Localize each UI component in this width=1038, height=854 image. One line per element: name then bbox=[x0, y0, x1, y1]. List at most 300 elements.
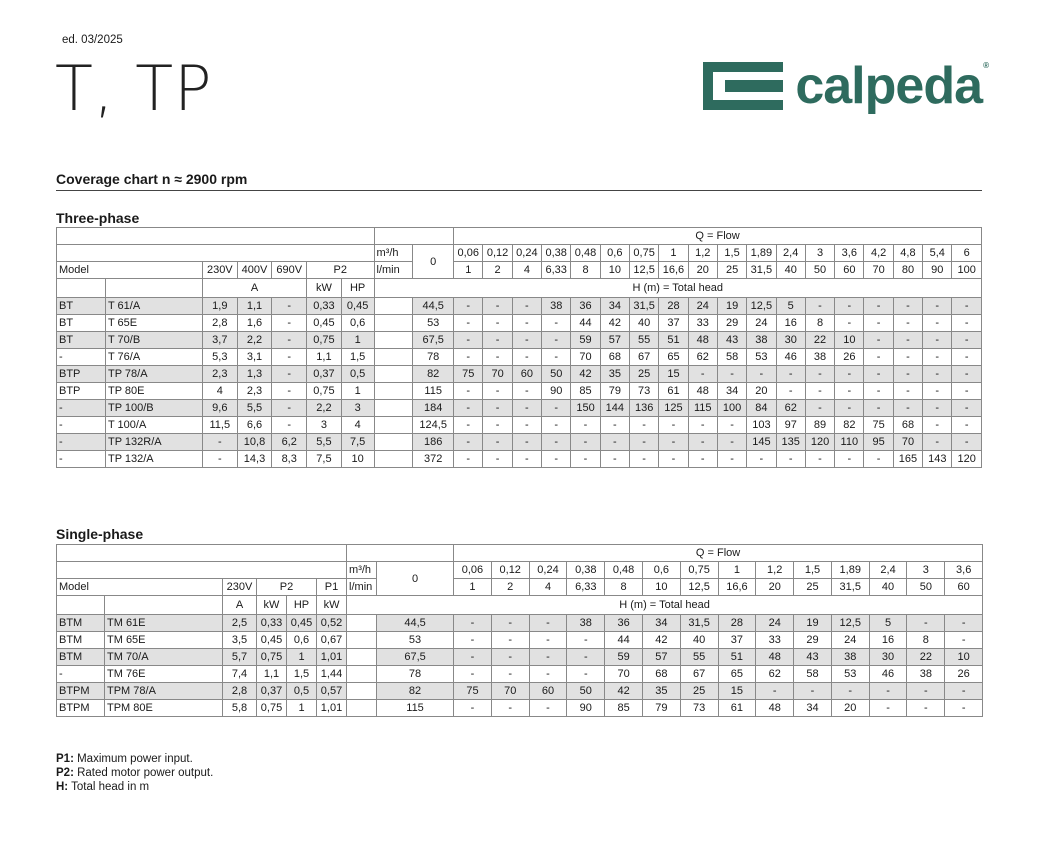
head-value: 75 bbox=[864, 417, 893, 434]
table-cell bbox=[374, 332, 413, 349]
head-value: - bbox=[688, 417, 717, 434]
head-value: 10 bbox=[835, 332, 864, 349]
head-value: - bbox=[952, 332, 982, 349]
head-value: - bbox=[864, 298, 893, 315]
head-value: 35 bbox=[600, 366, 629, 383]
head-value: 57 bbox=[642, 649, 680, 666]
unit-ampere: A bbox=[202, 279, 306, 298]
head-value: - bbox=[805, 366, 834, 383]
power-kw: 0,33 bbox=[307, 298, 342, 315]
flow-lmin: 20 bbox=[756, 579, 794, 596]
head-value: 22 bbox=[907, 649, 945, 666]
flow-zero: 0 bbox=[413, 245, 454, 279]
flow-header: Q = Flow bbox=[454, 228, 982, 245]
unit-m3h: m³/h bbox=[374, 245, 413, 262]
unit-hp: HP bbox=[341, 279, 374, 298]
head-value: 143 bbox=[923, 451, 952, 468]
head-value: 10 bbox=[945, 649, 983, 666]
head-value: - bbox=[483, 434, 512, 451]
head-value: 145 bbox=[747, 434, 776, 451]
head-value: 59 bbox=[605, 649, 643, 666]
head-value: 16 bbox=[776, 315, 805, 332]
table-cell bbox=[374, 349, 413, 366]
head-value: - bbox=[923, 366, 952, 383]
head-value: - bbox=[512, 332, 541, 349]
head-value: - bbox=[483, 451, 512, 468]
unit-hp: HP bbox=[287, 596, 317, 615]
section-divider bbox=[56, 190, 982, 191]
head-value: 115 bbox=[377, 700, 454, 717]
head-value: - bbox=[805, 298, 834, 315]
head-value: - bbox=[952, 400, 982, 417]
head-value: - bbox=[835, 451, 864, 468]
head-value: 8 bbox=[805, 315, 834, 332]
head-value: 70 bbox=[483, 366, 512, 383]
series-cell: - bbox=[57, 666, 105, 683]
head-value: 30 bbox=[869, 649, 907, 666]
head-value: - bbox=[483, 417, 512, 434]
power-kw: 0,75 bbox=[257, 649, 287, 666]
table-cell bbox=[57, 562, 347, 579]
table-cell bbox=[347, 615, 377, 632]
col-690v: 690V bbox=[272, 262, 307, 279]
flow-m3h: 0,48 bbox=[571, 245, 600, 262]
current-400v: 1,6 bbox=[237, 315, 272, 332]
current-230v: 7,4 bbox=[223, 666, 257, 683]
model-cell: T 61/A bbox=[105, 298, 202, 315]
power-kw: 1,1 bbox=[257, 666, 287, 683]
series-cell: BT bbox=[57, 315, 106, 332]
head-value: 73 bbox=[680, 700, 718, 717]
head-value: 55 bbox=[629, 332, 658, 349]
head-value: - bbox=[542, 349, 571, 366]
head-value: - bbox=[542, 400, 571, 417]
power-hp: 1,5 bbox=[341, 349, 374, 366]
head-value: - bbox=[893, 298, 922, 315]
head-value: - bbox=[805, 383, 834, 400]
head-value: 38 bbox=[567, 615, 605, 632]
head-value: 34 bbox=[600, 298, 629, 315]
power-hp: 10 bbox=[341, 451, 374, 468]
power-p1: 0,67 bbox=[317, 632, 347, 649]
head-value: 12,5 bbox=[831, 615, 869, 632]
head-value: - bbox=[717, 434, 746, 451]
head-value: 78 bbox=[413, 349, 454, 366]
head-value: - bbox=[567, 666, 605, 683]
head-value: - bbox=[945, 632, 983, 649]
header-row-units bbox=[57, 279, 982, 298]
flow-m3h: 6 bbox=[952, 245, 982, 262]
head-value: 33 bbox=[688, 315, 717, 332]
head-value: - bbox=[945, 683, 983, 700]
head-value: 73 bbox=[629, 383, 658, 400]
power-hp: 0,6 bbox=[287, 632, 317, 649]
head-value: - bbox=[491, 632, 529, 649]
head-value: 29 bbox=[717, 315, 746, 332]
series-cell: BTP bbox=[57, 383, 106, 400]
current-690v: 8,3 bbox=[272, 451, 307, 468]
model-cell: T 65E bbox=[105, 315, 202, 332]
head-value: - bbox=[923, 417, 952, 434]
head-value: 38 bbox=[907, 666, 945, 683]
table-cell bbox=[374, 383, 413, 400]
table-cell bbox=[374, 366, 413, 383]
table-row bbox=[57, 383, 982, 400]
unit-ampere: A bbox=[223, 596, 257, 615]
flow-m3h: 0,48 bbox=[605, 562, 643, 579]
head-value: 26 bbox=[945, 666, 983, 683]
head-value: 75 bbox=[454, 683, 492, 700]
head-value: - bbox=[952, 383, 982, 400]
unit-m3h: m³/h bbox=[347, 562, 377, 579]
model-cell: TP 78/A bbox=[105, 366, 202, 383]
model-cell: TM 76E bbox=[105, 666, 223, 683]
header-row-lmin bbox=[57, 579, 983, 596]
head-value: - bbox=[454, 615, 492, 632]
flow-m3h: 0,24 bbox=[529, 562, 567, 579]
head-value: - bbox=[542, 417, 571, 434]
flow-m3h: 0,75 bbox=[629, 245, 658, 262]
model-cell: TP 100/B bbox=[105, 400, 202, 417]
head-value: 79 bbox=[642, 700, 680, 717]
head-value: - bbox=[659, 451, 688, 468]
head-value: - bbox=[542, 315, 571, 332]
three-phase-table bbox=[56, 227, 982, 468]
col-230v: 230V bbox=[223, 579, 257, 596]
flow-m3h: 0,38 bbox=[542, 245, 571, 262]
head-value: 90 bbox=[542, 383, 571, 400]
head-value: - bbox=[629, 451, 658, 468]
current-690v: - bbox=[272, 298, 307, 315]
head-value: - bbox=[776, 366, 805, 383]
flow-lmin: 8 bbox=[571, 262, 600, 279]
head-value: - bbox=[512, 451, 541, 468]
head-value: 125 bbox=[659, 400, 688, 417]
power-kw: 2,2 bbox=[307, 400, 342, 417]
current-230v: 5,7 bbox=[223, 649, 257, 666]
logo-wordmark: calpeda ® bbox=[795, 57, 988, 115]
head-value: 135 bbox=[776, 434, 805, 451]
unit-kw-p1: kW bbox=[317, 596, 347, 615]
head-value: - bbox=[945, 615, 983, 632]
flow-m3h: 0,06 bbox=[454, 562, 492, 579]
head-value: 35 bbox=[642, 683, 680, 700]
head-value: 31,5 bbox=[680, 615, 718, 632]
head-value: 16 bbox=[869, 632, 907, 649]
flow-m3h: 1,5 bbox=[717, 245, 746, 262]
head-value: - bbox=[923, 400, 952, 417]
flow-lmin: 1 bbox=[454, 579, 492, 596]
head-value: 70 bbox=[605, 666, 643, 683]
head-value: 20 bbox=[747, 383, 776, 400]
head-value: 24 bbox=[688, 298, 717, 315]
head-value: - bbox=[454, 434, 483, 451]
head-value: - bbox=[454, 383, 483, 400]
current-400v: 14,3 bbox=[237, 451, 272, 468]
flow-lmin: 25 bbox=[717, 262, 746, 279]
flow-m3h: 0,6 bbox=[642, 562, 680, 579]
power-kw: 0,75 bbox=[307, 332, 342, 349]
head-value: - bbox=[923, 315, 952, 332]
head-value: 37 bbox=[718, 632, 756, 649]
head-value: 30 bbox=[776, 332, 805, 349]
head-value: 42 bbox=[571, 366, 600, 383]
head-value: 59 bbox=[571, 332, 600, 349]
table-cell bbox=[57, 228, 375, 245]
col-230v: 230V bbox=[202, 262, 237, 279]
head-value: 38 bbox=[747, 332, 776, 349]
series-cell: BTM bbox=[57, 649, 105, 666]
head-value: 65 bbox=[659, 349, 688, 366]
flow-m3h: 1,5 bbox=[794, 562, 832, 579]
flow-m3h: 1 bbox=[718, 562, 756, 579]
footnotes bbox=[56, 752, 213, 794]
head-value: 68 bbox=[600, 349, 629, 366]
head-value: 48 bbox=[688, 332, 717, 349]
head-value: - bbox=[529, 632, 567, 649]
head-value: 120 bbox=[805, 434, 834, 451]
head-value: 38 bbox=[542, 298, 571, 315]
head-value: 43 bbox=[794, 649, 832, 666]
current-400v: 10,8 bbox=[237, 434, 272, 451]
head-value: 29 bbox=[794, 632, 832, 649]
header-row-m3h bbox=[57, 562, 983, 579]
head-value: - bbox=[512, 315, 541, 332]
head-value: - bbox=[483, 332, 512, 349]
head-value: - bbox=[893, 349, 922, 366]
flow-lmin: 6,33 bbox=[567, 579, 605, 596]
power-p1: 1,44 bbox=[317, 666, 347, 683]
flow-lmin: 25 bbox=[794, 579, 832, 596]
head-value: 60 bbox=[529, 683, 567, 700]
head-value: 25 bbox=[680, 683, 718, 700]
head-value: - bbox=[747, 451, 776, 468]
power-kw: 3 bbox=[307, 417, 342, 434]
flow-lmin: 8 bbox=[605, 579, 643, 596]
head-value: - bbox=[835, 366, 864, 383]
head-value: 37 bbox=[659, 315, 688, 332]
table-cell bbox=[347, 683, 377, 700]
head-value: 100 bbox=[717, 400, 746, 417]
head-value: 34 bbox=[642, 615, 680, 632]
head-value: 15 bbox=[718, 683, 756, 700]
series-cell: - bbox=[57, 451, 106, 468]
head-value: - bbox=[864, 383, 893, 400]
flow-zero: 0 bbox=[377, 562, 454, 596]
table-cell bbox=[347, 545, 454, 562]
head-value: 34 bbox=[794, 700, 832, 717]
head-value: 372 bbox=[413, 451, 454, 468]
head-value: - bbox=[864, 400, 893, 417]
flow-lmin: 2 bbox=[491, 579, 529, 596]
head-value: - bbox=[923, 434, 952, 451]
head-value: 82 bbox=[377, 683, 454, 700]
head-value: 33 bbox=[756, 632, 794, 649]
power-hp: 1 bbox=[341, 332, 374, 349]
flow-m3h: 0,24 bbox=[512, 245, 541, 262]
head-value: 53 bbox=[377, 632, 454, 649]
head-value: - bbox=[454, 417, 483, 434]
head-value: - bbox=[864, 366, 893, 383]
head-value: 186 bbox=[413, 434, 454, 451]
single-phase-title: Single-phase bbox=[56, 526, 144, 542]
head-value: 78 bbox=[377, 666, 454, 683]
head-value: - bbox=[454, 700, 492, 717]
power-hp: 1,5 bbox=[287, 666, 317, 683]
current-230v: - bbox=[202, 434, 237, 451]
head-value: - bbox=[454, 632, 492, 649]
head-value: 38 bbox=[805, 349, 834, 366]
flow-lmin: 60 bbox=[945, 579, 983, 596]
flow-lmin: 10 bbox=[642, 579, 680, 596]
flow-lmin: 16,6 bbox=[659, 262, 688, 279]
document-title: T, TP bbox=[55, 52, 213, 125]
col-400v: 400V bbox=[237, 262, 272, 279]
head-value: 12,5 bbox=[747, 298, 776, 315]
current-230v: 1,9 bbox=[202, 298, 237, 315]
head-value: 50 bbox=[567, 683, 605, 700]
head-value: 53 bbox=[747, 349, 776, 366]
flow-m3h: 4,2 bbox=[864, 245, 893, 262]
head-value: 15 bbox=[659, 366, 688, 383]
head-value: - bbox=[542, 451, 571, 468]
head-header: H (m) = Total head bbox=[347, 596, 983, 615]
flow-lmin: 2 bbox=[483, 262, 512, 279]
flow-lmin: 4 bbox=[512, 262, 541, 279]
power-kw: 0,45 bbox=[257, 632, 287, 649]
current-400v: 6,6 bbox=[237, 417, 272, 434]
section-title: Coverage chart n ≈ 2900 rpm bbox=[56, 171, 248, 187]
head-value: 53 bbox=[413, 315, 454, 332]
flow-lmin: 31,5 bbox=[831, 579, 869, 596]
flow-m3h: 3,6 bbox=[945, 562, 983, 579]
head-value: - bbox=[659, 434, 688, 451]
head-value: - bbox=[869, 700, 907, 717]
model-cell: T 70/B bbox=[105, 332, 202, 349]
head-value: - bbox=[688, 451, 717, 468]
power-p1: 1,01 bbox=[317, 649, 347, 666]
head-value: 44 bbox=[571, 315, 600, 332]
flow-lmin: 40 bbox=[776, 262, 805, 279]
head-value: 58 bbox=[794, 666, 832, 683]
head-value: 40 bbox=[629, 315, 658, 332]
head-value: - bbox=[483, 400, 512, 417]
head-value: - bbox=[717, 417, 746, 434]
head-value: - bbox=[835, 298, 864, 315]
head-value: 24 bbox=[747, 315, 776, 332]
power-kw: 0,33 bbox=[257, 615, 287, 632]
head-value: - bbox=[864, 332, 893, 349]
head-value: - bbox=[629, 434, 658, 451]
flow-lmin: 80 bbox=[893, 262, 922, 279]
head-value: 124,5 bbox=[413, 417, 454, 434]
flow-lmin: 31,5 bbox=[747, 262, 776, 279]
head-value: 48 bbox=[756, 700, 794, 717]
head-value: 26 bbox=[835, 349, 864, 366]
power-hp: 4 bbox=[341, 417, 374, 434]
head-value: 85 bbox=[605, 700, 643, 717]
current-230v: 9,6 bbox=[202, 400, 237, 417]
head-value: - bbox=[483, 298, 512, 315]
head-value: 46 bbox=[776, 349, 805, 366]
head-value: - bbox=[923, 332, 952, 349]
head-value: - bbox=[864, 451, 893, 468]
head-value: 65 bbox=[718, 666, 756, 683]
head-value: - bbox=[805, 451, 834, 468]
table-row bbox=[57, 315, 982, 332]
flow-lmin: 4 bbox=[529, 579, 567, 596]
head-value: - bbox=[869, 683, 907, 700]
head-value: - bbox=[945, 700, 983, 717]
head-value: - bbox=[600, 417, 629, 434]
head-value: - bbox=[542, 434, 571, 451]
head-value: - bbox=[893, 366, 922, 383]
head-value: 110 bbox=[835, 434, 864, 451]
head-value: 44,5 bbox=[413, 298, 454, 315]
header-row-m3h bbox=[57, 245, 982, 262]
current-230v: - bbox=[202, 451, 237, 468]
head-value: 48 bbox=[756, 649, 794, 666]
head-value: 5 bbox=[776, 298, 805, 315]
current-690v: 6,2 bbox=[272, 434, 307, 451]
head-value: 75 bbox=[454, 366, 483, 383]
head-value: - bbox=[756, 683, 794, 700]
table-cell bbox=[57, 596, 105, 615]
head-value: 150 bbox=[571, 400, 600, 417]
head-value: - bbox=[512, 400, 541, 417]
current-690v: - bbox=[272, 332, 307, 349]
model-cell: TP 132R/A bbox=[105, 434, 202, 451]
head-value: - bbox=[454, 332, 483, 349]
series-cell: BTP bbox=[57, 366, 106, 383]
flow-m3h: 1,2 bbox=[688, 245, 717, 262]
power-kw: 0,75 bbox=[307, 383, 342, 400]
flow-m3h: 1 bbox=[659, 245, 688, 262]
head-value: - bbox=[717, 451, 746, 468]
head-value: - bbox=[952, 434, 982, 451]
table-row bbox=[57, 332, 982, 349]
head-value: 103 bbox=[747, 417, 776, 434]
table-cell bbox=[57, 279, 106, 298]
head-value: - bbox=[831, 683, 869, 700]
head-value: - bbox=[923, 383, 952, 400]
power-kw: 1,1 bbox=[307, 349, 342, 366]
flow-m3h: 0,12 bbox=[483, 245, 512, 262]
head-value: 8 bbox=[907, 632, 945, 649]
flow-lmin: 40 bbox=[869, 579, 907, 596]
head-value: 36 bbox=[605, 615, 643, 632]
head-value: - bbox=[454, 298, 483, 315]
head-value: - bbox=[805, 400, 834, 417]
head-value: - bbox=[776, 383, 805, 400]
table-row bbox=[57, 700, 983, 717]
head-value: 67,5 bbox=[377, 649, 454, 666]
model-cell: TM 70/A bbox=[105, 649, 223, 666]
power-kw: 5,5 bbox=[307, 434, 342, 451]
flow-m3h: 2,4 bbox=[869, 562, 907, 579]
head-value: - bbox=[454, 649, 492, 666]
head-value: - bbox=[567, 632, 605, 649]
head-value: 84 bbox=[747, 400, 776, 417]
head-value: 31,5 bbox=[629, 298, 658, 315]
head-value: - bbox=[512, 434, 541, 451]
flow-m3h: 0,75 bbox=[680, 562, 718, 579]
logo-mark-icon bbox=[703, 62, 783, 110]
head-value: - bbox=[907, 700, 945, 717]
table-cell bbox=[347, 666, 377, 683]
model-header: Model bbox=[57, 579, 223, 596]
head-value: - bbox=[923, 298, 952, 315]
